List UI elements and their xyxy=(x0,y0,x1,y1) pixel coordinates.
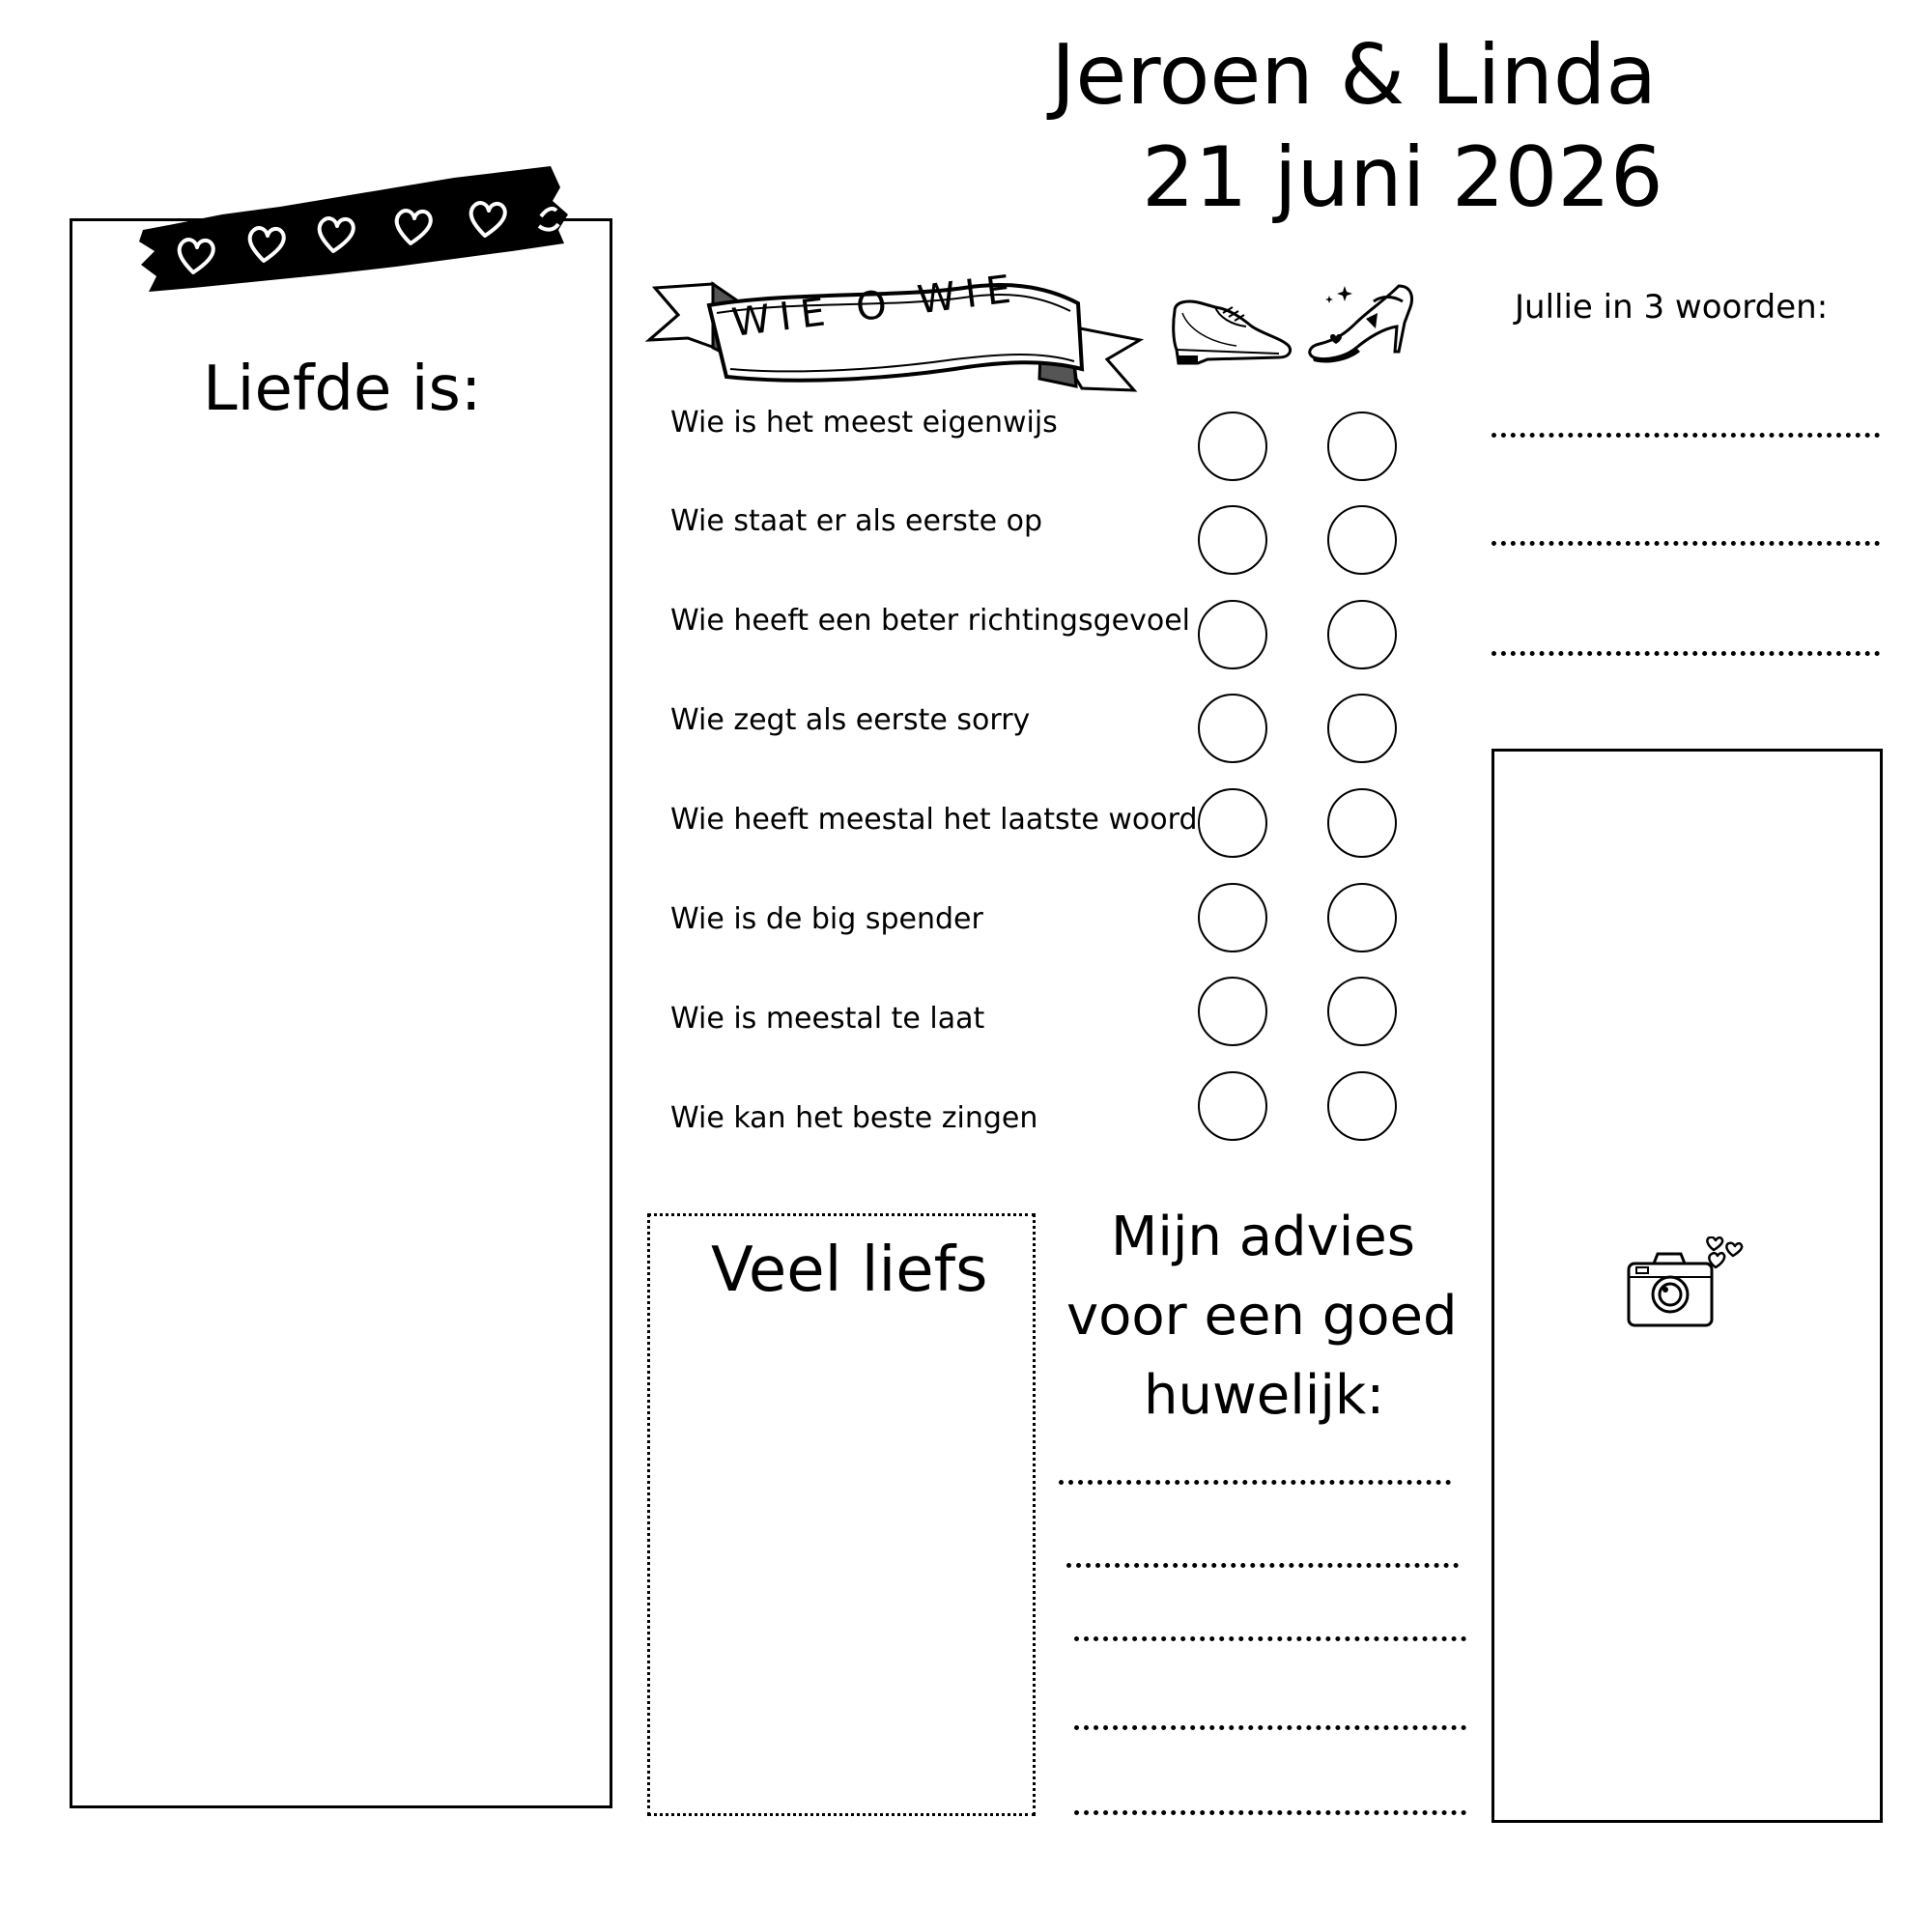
three-words-line-2[interactable] xyxy=(1492,541,1880,546)
answer-circle-him-1[interactable] xyxy=(1198,412,1267,481)
question-4: Wie zegt als eerste sorry xyxy=(670,703,1031,737)
advice-title-line-2: voor een goed xyxy=(1066,1285,1458,1348)
question-8: Wie kan het beste zingen xyxy=(670,1101,1038,1135)
advice-line-5[interactable] xyxy=(1074,1810,1466,1815)
wie-o-wie-title: WIE O WIE xyxy=(729,266,1023,346)
three-words-line-3[interactable] xyxy=(1492,651,1880,656)
advice-line-1[interactable] xyxy=(1059,1480,1451,1485)
question-5: Wie heeft meestal het laatste woord xyxy=(670,803,1198,837)
three-words-line-1[interactable] xyxy=(1492,433,1880,438)
advice-title-line-1: Mijn advies xyxy=(1111,1206,1415,1268)
advice-line-4[interactable] xyxy=(1074,1725,1466,1730)
answer-circle-him-8[interactable] xyxy=(1198,1071,1267,1141)
answer-circle-her-3[interactable] xyxy=(1327,600,1397,669)
answer-circle-her-8[interactable] xyxy=(1327,1071,1397,1141)
liefde-box xyxy=(70,218,612,1808)
liefde-label: Liefde is: xyxy=(203,354,482,425)
answer-circle-her-5[interactable] xyxy=(1327,788,1397,858)
mens-shoe-icon xyxy=(1169,290,1294,369)
answer-circle-him-3[interactable] xyxy=(1198,600,1267,669)
camera-hearts-icon xyxy=(1625,1236,1750,1333)
answer-circle-him-5[interactable] xyxy=(1198,788,1267,858)
answer-circle-him-6[interactable] xyxy=(1198,883,1267,952)
date-title: 21 juni 2026 xyxy=(1142,129,1663,226)
answer-circle-her-2[interactable] xyxy=(1327,505,1397,575)
advice-title-line-3: huwelijk: xyxy=(1144,1364,1385,1427)
answer-circle-him-7[interactable] xyxy=(1198,977,1267,1046)
three-words-label: Jullie in 3 woorden: xyxy=(1515,288,1829,327)
advice-line-3[interactable] xyxy=(1074,1636,1466,1641)
answer-circle-her-4[interactable] xyxy=(1327,694,1397,763)
high-heel-icon xyxy=(1306,274,1420,371)
answer-circle-him-2[interactable] xyxy=(1198,505,1267,575)
names-title: Jeroen & Linda xyxy=(1051,27,1658,124)
question-2: Wie staat er als eerste op xyxy=(670,504,1043,538)
question-3: Wie heeft een beter richtingsgevoel xyxy=(670,604,1191,638)
veel-liefs-label: Veel liefs xyxy=(711,1235,988,1306)
advice-line-2[interactable] xyxy=(1066,1563,1459,1568)
question-7: Wie is meestal te laat xyxy=(670,1002,985,1036)
question-1: Wie is het meest eigenwijs xyxy=(670,406,1058,440)
washi-tape-decoration xyxy=(135,155,570,299)
answer-circle-her-7[interactable] xyxy=(1327,977,1397,1046)
answer-circle-her-6[interactable] xyxy=(1327,883,1397,952)
answer-circle-her-1[interactable] xyxy=(1327,412,1397,481)
answer-circle-him-4[interactable] xyxy=(1198,694,1267,763)
question-6: Wie is de big spender xyxy=(670,902,983,936)
